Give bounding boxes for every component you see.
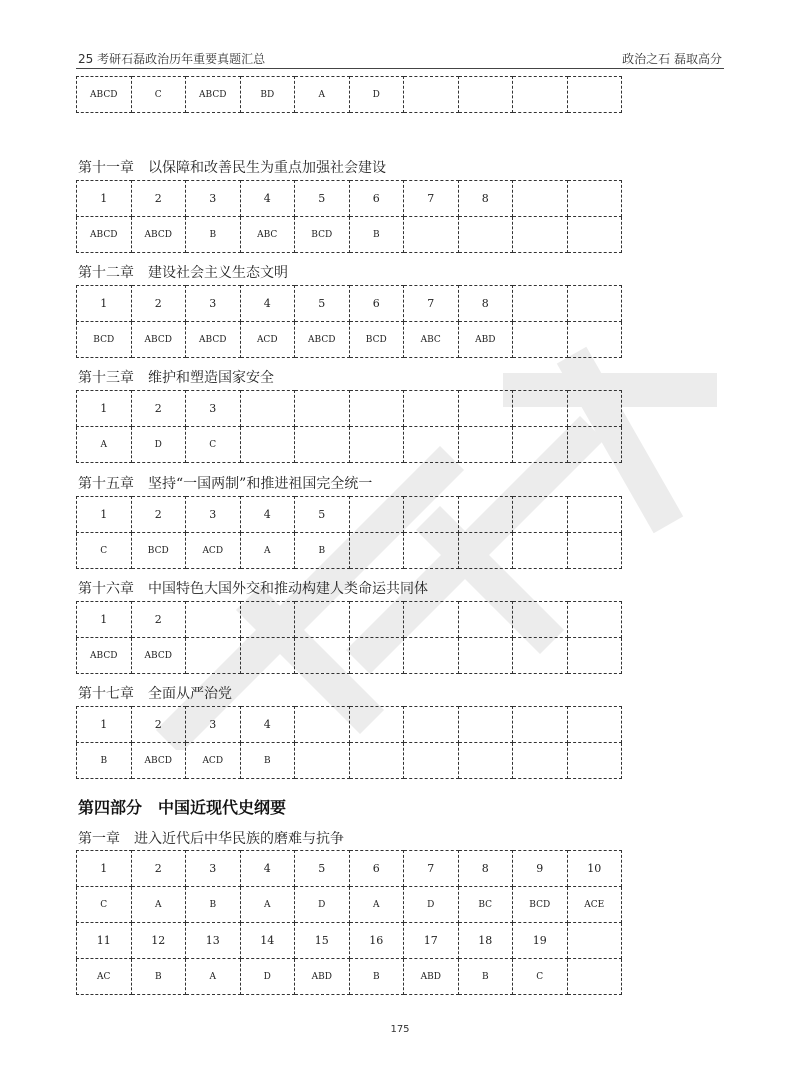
- question-number: 2: [131, 286, 186, 322]
- answer-cell: [567, 959, 622, 995]
- answer-cell: [404, 743, 459, 779]
- answer-cell: [458, 427, 513, 463]
- question-number: [404, 707, 459, 743]
- answer-cell: [186, 638, 241, 674]
- question-number: 1: [77, 181, 132, 217]
- chapter-answer-table: [76, 601, 622, 674]
- answer-cell: [513, 533, 568, 569]
- answer-row: [77, 638, 622, 674]
- answer-row: [77, 427, 622, 463]
- question-number: [404, 497, 459, 533]
- answer-cell: A: [77, 427, 132, 463]
- answer-cell: [404, 77, 459, 113]
- chapter-answer-table: [76, 180, 622, 253]
- answer-cell: ABC: [240, 217, 295, 253]
- answer-cell: [513, 638, 568, 674]
- chapter-heading: 第十一章 以保障和改善民生为重点加强社会建设: [78, 160, 386, 176]
- question-number: 7: [404, 181, 459, 217]
- question-number: [513, 286, 568, 322]
- answer-cell: [458, 217, 513, 253]
- answer-cell: B: [240, 743, 295, 779]
- answer-row: [77, 887, 622, 923]
- question-number: [513, 602, 568, 638]
- answer-row: [77, 743, 622, 779]
- answer-cell: [349, 533, 404, 569]
- number-row: [77, 602, 622, 638]
- answer-cell: B: [77, 743, 132, 779]
- answer-cell: B: [131, 959, 186, 995]
- answer-cell: [404, 217, 459, 253]
- answer-cell: BCD: [513, 887, 568, 923]
- answer-cell: ABCD: [77, 77, 132, 113]
- answer-cell: [567, 77, 622, 113]
- answer-row: [77, 533, 622, 569]
- answer-row: [77, 217, 622, 253]
- answer-cell: [240, 638, 295, 674]
- top-answer-table: [76, 76, 622, 113]
- answer-cell: [567, 743, 622, 779]
- answer-cell: [295, 743, 350, 779]
- question-number: 2: [131, 602, 186, 638]
- answer-cell: BCD: [349, 322, 404, 358]
- chapter-heading: 第十三章 维护和塑造国家安全: [78, 370, 274, 386]
- question-number: [513, 497, 568, 533]
- question-number: 7: [404, 286, 459, 322]
- question-number: [567, 391, 622, 427]
- chapter-heading: 第十五章 坚持“一国两制”和推进祖国完全统一: [78, 476, 373, 492]
- answer-cell: [404, 533, 459, 569]
- question-number: 3: [186, 181, 241, 217]
- question-number: 11: [77, 923, 132, 959]
- question-number: [458, 391, 513, 427]
- answer-cell: ABC: [404, 322, 459, 358]
- answer-cell: ABCD: [186, 322, 241, 358]
- answer-cell: B: [458, 959, 513, 995]
- chapter-heading: 第一章 进入近代后中华民族的磨难与抗争: [78, 831, 344, 847]
- answer-cell: A: [186, 959, 241, 995]
- answer-cell: [349, 743, 404, 779]
- answer-cell: BCD: [131, 533, 186, 569]
- answer-cell: [349, 638, 404, 674]
- question-number: [458, 497, 513, 533]
- question-number: [458, 602, 513, 638]
- question-number: 2: [131, 851, 186, 887]
- question-number: [567, 923, 622, 959]
- answer-cell: D: [349, 77, 404, 113]
- answer-row: [77, 959, 622, 995]
- answer-cell: [513, 77, 568, 113]
- answer-row: [77, 77, 622, 113]
- question-number: 7: [404, 851, 459, 887]
- answer-cell: B: [186, 217, 241, 253]
- answer-cell: [567, 427, 622, 463]
- question-number: 5: [295, 286, 350, 322]
- answer-cell: A: [349, 887, 404, 923]
- answer-cell: [349, 427, 404, 463]
- answer-cell: ABCD: [131, 217, 186, 253]
- question-number: 2: [131, 181, 186, 217]
- question-number: [295, 391, 350, 427]
- question-number: 16: [349, 923, 404, 959]
- question-number: [567, 286, 622, 322]
- question-number: [349, 602, 404, 638]
- question-number: 5: [295, 181, 350, 217]
- answer-cell: ACD: [240, 322, 295, 358]
- answer-cell: A: [131, 887, 186, 923]
- question-number: [295, 707, 350, 743]
- question-number: [404, 602, 459, 638]
- answer-cell: [458, 77, 513, 113]
- header-divider: [76, 68, 724, 69]
- chapter-heading: 第十七章 全面从严治党: [78, 686, 232, 702]
- number-row: [77, 497, 622, 533]
- question-number: [513, 707, 568, 743]
- question-number: 3: [186, 286, 241, 322]
- answer-cell: [513, 427, 568, 463]
- question-number: [567, 181, 622, 217]
- answer-cell: BCD: [77, 322, 132, 358]
- answer-cell: [404, 427, 459, 463]
- question-number: 6: [349, 851, 404, 887]
- answer-cell: [295, 427, 350, 463]
- question-number: [404, 391, 459, 427]
- question-number: 8: [458, 851, 513, 887]
- answer-cell: [458, 533, 513, 569]
- question-number: 5: [295, 851, 350, 887]
- answer-cell: [513, 743, 568, 779]
- answer-cell: ACD: [186, 533, 241, 569]
- answer-cell: ABCD: [131, 638, 186, 674]
- question-number: [567, 707, 622, 743]
- question-number: 1: [77, 497, 132, 533]
- number-row: [77, 707, 622, 743]
- question-number: 6: [349, 286, 404, 322]
- question-number: 5: [295, 497, 350, 533]
- answer-cell: ABCD: [131, 322, 186, 358]
- question-number: 4: [240, 851, 295, 887]
- answer-cell: [513, 322, 568, 358]
- answer-cell: D: [295, 887, 350, 923]
- answer-cell: [567, 533, 622, 569]
- number-row: [77, 286, 622, 322]
- answer-cell: C: [77, 533, 132, 569]
- number-row: [77, 181, 622, 217]
- answer-cell: ABCD: [131, 743, 186, 779]
- chapter-answer-table: [76, 285, 622, 358]
- question-number: 15: [295, 923, 350, 959]
- answer-cell: [567, 217, 622, 253]
- question-number: [513, 181, 568, 217]
- answer-cell: B: [349, 959, 404, 995]
- answer-cell: BD: [240, 77, 295, 113]
- question-number: 6: [349, 181, 404, 217]
- question-number: 1: [77, 391, 132, 427]
- answer-cell: [295, 638, 350, 674]
- answer-cell: ABCD: [77, 638, 132, 674]
- chapter-heading: 第十二章 建设社会主义生态文明: [78, 265, 288, 281]
- answer-cell: ACD: [186, 743, 241, 779]
- question-number: [567, 497, 622, 533]
- answer-cell: ABCD: [186, 77, 241, 113]
- question-number: 12: [131, 923, 186, 959]
- answer-cell: ABD: [458, 322, 513, 358]
- answer-cell: BCD: [295, 217, 350, 253]
- answer-cell: A: [295, 77, 350, 113]
- page-number: 175: [390, 1024, 410, 1035]
- question-number: 2: [131, 707, 186, 743]
- question-number: 3: [186, 391, 241, 427]
- question-number: [458, 707, 513, 743]
- answer-cell: BC: [458, 887, 513, 923]
- answer-cell: [567, 638, 622, 674]
- question-number: 4: [240, 181, 295, 217]
- answer-cell: [458, 743, 513, 779]
- number-row: [77, 391, 622, 427]
- question-number: 3: [186, 707, 241, 743]
- question-number: 3: [186, 851, 241, 887]
- question-number: 14: [240, 923, 295, 959]
- question-number: [295, 602, 350, 638]
- answer-cell: [513, 217, 568, 253]
- question-number: 8: [458, 286, 513, 322]
- answer-cell: AC: [77, 959, 132, 995]
- chapter-answer-table: [76, 706, 622, 779]
- question-number: [240, 391, 295, 427]
- answer-cell: D: [404, 887, 459, 923]
- part-heading: 第四部分 中国近现代史纲要: [78, 798, 287, 817]
- answer-cell: B: [349, 217, 404, 253]
- answer-cell: C: [186, 427, 241, 463]
- question-number: 2: [131, 391, 186, 427]
- question-number: 4: [240, 497, 295, 533]
- number-row: [77, 851, 622, 887]
- answer-cell: C: [513, 959, 568, 995]
- answer-cell: [458, 638, 513, 674]
- answer-cell: [404, 638, 459, 674]
- question-number: [567, 602, 622, 638]
- question-number: 1: [77, 851, 132, 887]
- question-number: 1: [77, 286, 132, 322]
- answer-cell: B: [186, 887, 241, 923]
- question-number: 1: [77, 707, 132, 743]
- answer-cell: ABD: [295, 959, 350, 995]
- question-number: 8: [458, 181, 513, 217]
- answer-cell: D: [131, 427, 186, 463]
- question-number: 18: [458, 923, 513, 959]
- question-number: 19: [513, 923, 568, 959]
- answer-cell: C: [77, 887, 132, 923]
- question-number: 9: [513, 851, 568, 887]
- answer-cell: ABD: [404, 959, 459, 995]
- question-number: 13: [186, 923, 241, 959]
- answer-cell: C: [131, 77, 186, 113]
- answer-cell: D: [240, 959, 295, 995]
- question-number: 3: [186, 497, 241, 533]
- question-number: 2: [131, 497, 186, 533]
- header-title: 25 考研石磊政治历年重要真题汇总: [78, 52, 266, 66]
- question-number: [186, 602, 241, 638]
- question-number: 10: [567, 851, 622, 887]
- answer-cell: [567, 322, 622, 358]
- question-number: [349, 391, 404, 427]
- answer-cell: A: [240, 887, 295, 923]
- chapter-heading: 第十六章 中国特色大国外交和推动构建人类命运共同体: [78, 581, 428, 597]
- answer-cell: ABCD: [77, 217, 132, 253]
- number-row: [77, 923, 622, 959]
- header-slogan: 政治之石 磊取高分: [622, 52, 722, 66]
- answer-cell: B: [295, 533, 350, 569]
- answer-row: [77, 322, 622, 358]
- answer-cell: [240, 427, 295, 463]
- chapter-answer-table: [76, 850, 622, 995]
- answer-cell: ABCD: [295, 322, 350, 358]
- question-number: [513, 391, 568, 427]
- answer-cell: ACE: [567, 887, 622, 923]
- question-number: [240, 602, 295, 638]
- question-number: [349, 707, 404, 743]
- chapter-answer-table: [76, 390, 622, 463]
- answer-cell: A: [240, 533, 295, 569]
- question-number: 1: [77, 602, 132, 638]
- question-number: 4: [240, 707, 295, 743]
- question-number: [349, 497, 404, 533]
- question-number: 17: [404, 923, 459, 959]
- chapter-answer-table: [76, 496, 622, 569]
- question-number: 4: [240, 286, 295, 322]
